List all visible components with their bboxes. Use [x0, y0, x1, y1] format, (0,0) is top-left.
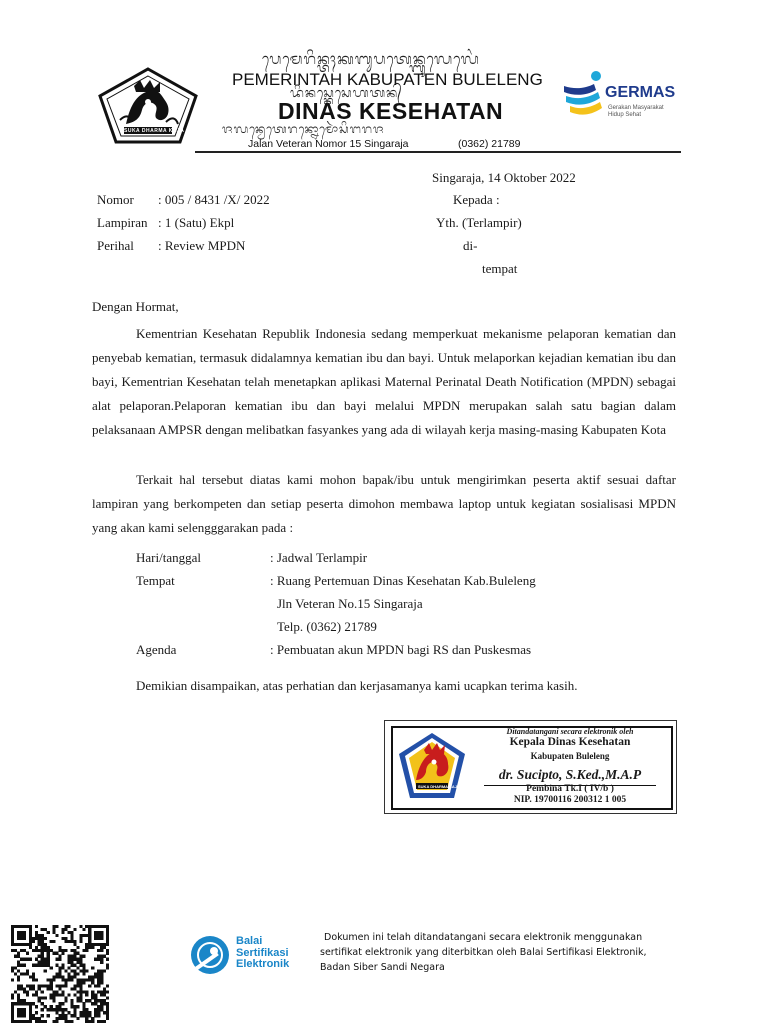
- greeting: Dengan Hormat,: [92, 299, 179, 314]
- department-name: DINAS KESEHATAN: [278, 98, 504, 124]
- signer-nip: NIP. 19700116 200312 1 005: [513, 795, 627, 805]
- hari-value: : Jadwal Terlampir: [270, 550, 368, 565]
- hari-label: Hari/tanggal: [136, 550, 201, 565]
- signer-rank: Pembina Tk.I ( IV/b ): [526, 784, 614, 794]
- signer-region: Kabupaten Buleleng: [530, 751, 610, 761]
- electronic-signature-disclaimer: [320, 930, 680, 975]
- agenda-value: : Pembuatan akun MPDN bagi RS dan Puskesmas: [270, 642, 532, 657]
- paragraph-1: [92, 322, 676, 442]
- recipient-yth: Yth. (Terlampir): [436, 215, 522, 230]
- recipient-tempat: tempat: [482, 261, 518, 276]
- nomor-value: : 005 / 8431 /X/ 2022: [158, 192, 270, 207]
- agenda-label: Agenda: [136, 642, 177, 657]
- signer-position: Kepala Dinas Kesehatan: [509, 736, 631, 748]
- germas-title: GERMAS: [605, 84, 676, 101]
- germas-logo: [562, 68, 610, 120]
- government-name: PEMERINTAH KABUPATEN BULELENG: [232, 70, 543, 89]
- perihal-value: : Review MPDN: [158, 238, 246, 253]
- recipient-kepada: Kepada :: [453, 192, 500, 207]
- paragraph-2-text: Terkait hal tersebut diatas kami mohon bapak/ibu untuk mengirimkan peserta aktif sesuai daftar lampiran yang berkompeten dan setiap peserta dimohon membawa laptop untuk kegiatan sosialisasi MPDN yang akan kami selengggarakan pada :: [92, 472, 676, 535]
- closing-remark: Demikian disampaikan, atas perhatian dan kerjasamanya kami ucapkan terima kasih.: [136, 678, 578, 693]
- paragraph-2: [92, 468, 676, 540]
- bsre-line-3: Elektronik: [236, 958, 290, 970]
- balinese-script-line-1: ᬧᬾᬫᬾᬭᬶᬦ᭄ᬢᬄᬓᬩᬸᬧᬢᬾᬦ᭄ᬩᬸᬮᬾᬮᬾᬂ: [262, 50, 480, 68]
- nomor-label: Nomor: [97, 192, 134, 207]
- qr-code: [11, 925, 109, 1023]
- signature-emblem-caption: SUKA DHARMA KAJA: [418, 784, 460, 789]
- germas-subtitle: Gerakan Masyarakat Hidup Sehat: [608, 105, 664, 118]
- lampiran-label: Lampiran: [97, 215, 148, 230]
- tempat-value-1: : Ruang Pertemuan Dinas Kesehatan Kab.Buleleng: [270, 573, 536, 588]
- bsre-line-2: Sertifikasi: [236, 946, 289, 959]
- recipient-di: di-: [463, 238, 478, 253]
- place-date: Singaraja, 14 Oktober 2022: [432, 170, 576, 185]
- paragraph-1-text: Kementrian Kesehatan Republik Indonesia sedang memperkuat mekanisme pelaporan kematian dan penyebab kematian, termasuk didalamnya kematian ibu dan bayi. Untuk melaporkan kejadian kematian ibu dan bayi, Kementrian Kesehatan telah menetapkan aplikasi Maternal Perinatal Death Notification (MPDN) sebagai alat pelaporan.Pelaporan kematian ibu dan bayi melalui MPDN merupakan salah satu bagian dalam pelaksanaan AMPSR dengan melibatkan fasyankes yang ada di wilayah kerja masing-masing Kabupaten Kota: [92, 326, 676, 437]
- perihal-label: Perihal: [97, 238, 134, 253]
- office-address: Jalan Veteran Nomor 15 Singaraja: [248, 138, 409, 150]
- letterhead-divider: [195, 151, 681, 153]
- tempat-value-2: Jln Veteran No.15 Singaraja: [277, 596, 423, 611]
- bsre-line-1: Balai: [236, 935, 263, 947]
- tempat-value-3: Telp. (0362) 21789: [277, 619, 377, 634]
- signer-name: dr. Sucipto, S.Ked.,M.A.P: [498, 767, 642, 782]
- disclaimer-line-3: Badan Siber Sandi Negara: [320, 962, 445, 973]
- disclaimer-line-1: Dokumen ini telah ditandatangani secara elektronik menggunakan: [324, 932, 643, 943]
- bsre-logo-icon: [188, 933, 232, 977]
- tempat-label: Tempat: [136, 573, 175, 588]
- signature-emblem: [396, 730, 468, 802]
- bsre-logo-text: [236, 936, 289, 971]
- disclaimer-line-2: sertifikat elektronik yang diterbitkan oleh Balai Sertifikasi Elektronik,: [320, 947, 647, 958]
- balinese-script-line-2: ᬤᬶᬦᬲ᭄ᬓᬾᬲᬾᬳᬢᬦ᭄: [290, 86, 403, 101]
- signed-electronically-note: Ditandatangani secara elektronik oleh: [506, 727, 634, 736]
- emblem-caption: SUKA DHARMA KAJA: [124, 128, 185, 134]
- office-phone: (0362) 21789: [458, 138, 521, 150]
- lampiran-value: : 1 (Satu) Ekpl: [158, 215, 235, 230]
- balinese-script-line-3: ᬚᬮᬦ᭄ᬯᬾᬢᬾᬭᬦ᭄ᬦᭀᬫᭀᬃᬲᬶᬗᬭᬚ: [222, 122, 385, 136]
